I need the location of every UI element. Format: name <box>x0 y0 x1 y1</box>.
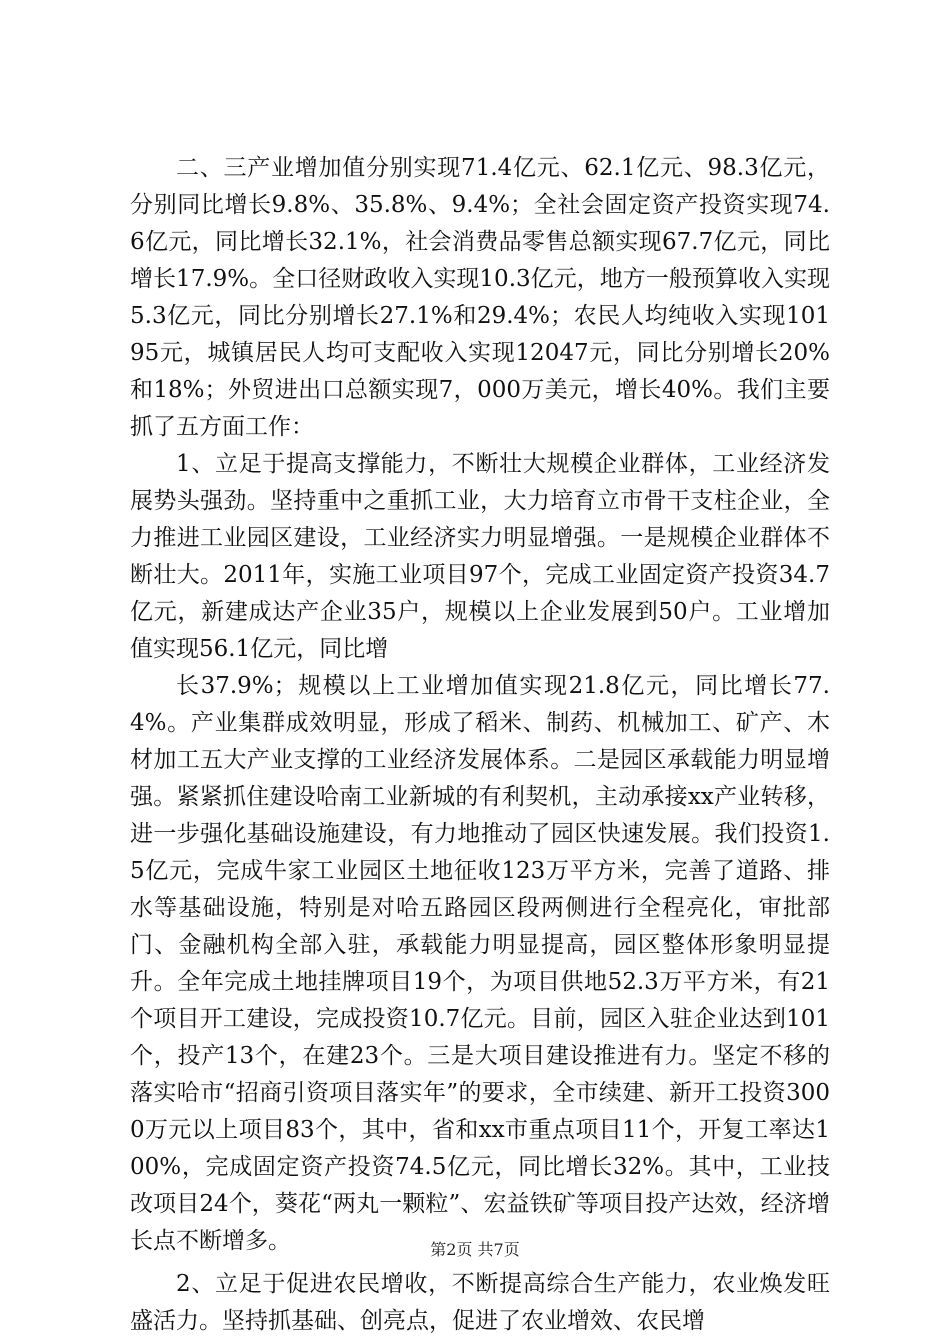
page-footer: 第2页 共7页 <box>430 1240 520 1259</box>
paragraph-industry-growth: 长37.9%；规模以上工业增加值实现21.8亿元，同比增长77.4%。产业集群成效明显，形成了稻米、制药、机械加工、矿产、木材加工五大产业支撑的工业经济发展体系。二是园区承载能力明显增强。紧紧抓住建设哈南工业新城的有利契机，主动承接xx产业转移，进一步强化基础设施建设，有力地推动了园区快速发展。我们投资1.5亿元，完成牛家工业园区土地征收123万平方米，完善了道路、排水等基础设施，特别是对哈五路园区段两侧进行全程亮化，审批部门、金融机构全部入驻，承载能力明显提高，园区整体形象明显提升。全年完成土地挂牌项目19个，为项目供地52.3万平方米，有21个项目开工建设，完成投资10.7亿元。目前，园区入驻企业达到101个，投产13个，在建23个。三是大项目建设推进有力。坚定不移的落实哈市“招商引资项目落实年”的要求，全市续建、新开工投资3000万元以上项目83个，其中，省和xx市重点项目11个，开复工率达100%，完成固定资产投资74.5亿元，同比增长32%。其中，工业技改项目24个，葵花“两丸一颗粒”、宏益铁矿等项目投产达效，经济增长点不断增多。 <box>130 673 830 1254</box>
paragraph-agriculture: 2、立足于促进农民增收，不断提高综合生产能力，农业焕发旺盛活力。坚持抓基础、创亮点，促进了农业增效、农民增 <box>130 1271 830 1334</box>
paragraph-industry-summary: 二、三产业增加值分别实现71.4亿元、62.1亿元、98.3亿元，分别同比增长9.8%、35.8%、9.4%；全社会固定资产投资实现74.6亿元，同比增长32.1%，社会消费品零售总额实现67.7亿元，同比增长17.9%。全口径财政收入实现10.3亿元，地方一般预算收入实现5.3亿元，同比分别增长27.1%和29.4%；农民人均纯收入实现10195元，城镇居民人均可支配收入实现12047元，同比分别增长20%和18%；外贸进出口总额实现7，000万美元，增长40%。我们主要抓了五方面工作： <box>130 155 830 440</box>
paragraph-industry-capacity: 1、立足于提高支撑能力，不断壮大规模企业群体，工业经济发展势头强劲。坚持重中之重抓工业，大力培育立市骨干支柱企业，全力推进工业园区建设，工业经济实力明显增强。一是规模企业群体不断壮大。2011年，实施工业项目97个，完成工业固定资产投资34.7亿元，新建成达产企业35户，规模以上企业发展到50户。工业增加值实现56.1亿元，同比增 <box>130 451 830 662</box>
document-body <box>130 150 830 1340</box>
